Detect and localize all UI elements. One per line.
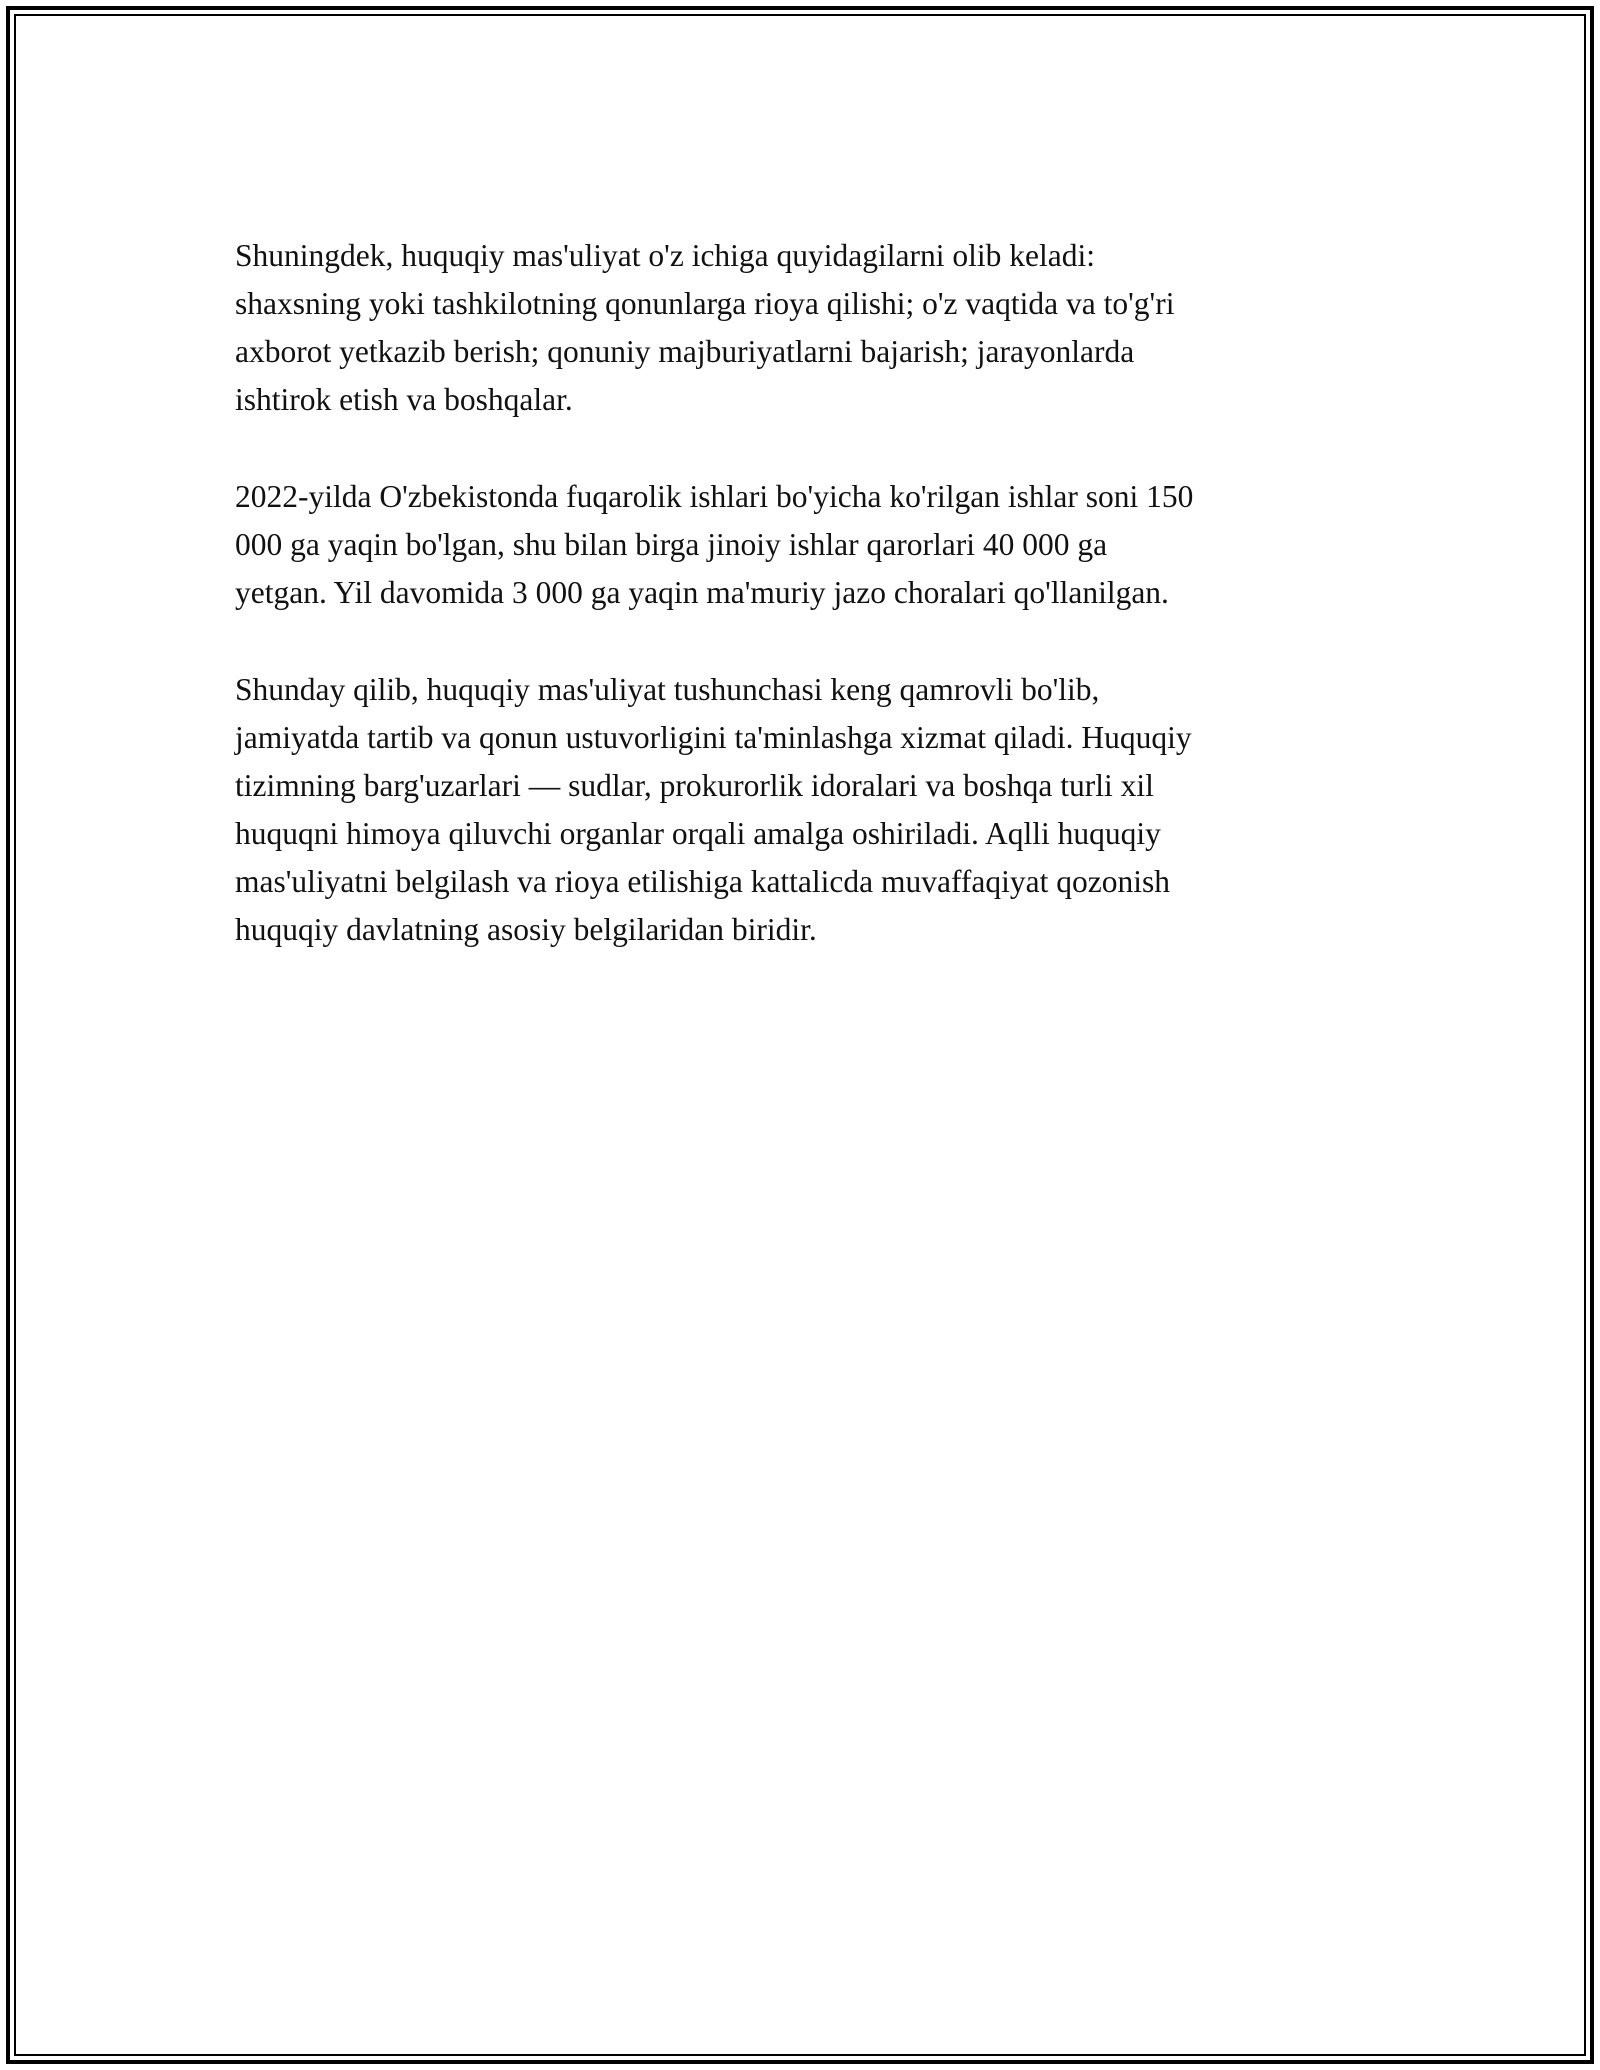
document-body <box>235 232 1375 1003</box>
paragraph-2022-statistics: 2022-yilda O'zbekistonda fuqarolik ishlari bo'yicha ko'rilgan ishlar soni 150 000 ga yaqin bo'lgan, shu bilan birga jinoiy ishlar qarorlari 40 000 ga yetgan. Yil davomida 3 000 ga yaqin ma'muriy jazo choralari qo'llanilgan. <box>235 479 1194 610</box>
paragraph-conclusion: Shunday qilib, huquqiy mas'uliyat tushunchasi keng qamrovli bo'lib, jamiyatda tartib va qonun ustuvorligini ta'minlashga xizmat qiladi. Huquqiy tizimning barg'uzarlari — sudlar, prokurorlik idoralari va boshqa turli xil huquqni himoya qiluvchi organlar orqali amalga oshiriladi. Aqlli huquqiy mas'uliyatni belgilash va rioya etilishiga kattalicda muvaffaqiyat qozonish huquqiy davlatning asosiy belgilaridan biridir. <box>235 672 1192 947</box>
paragraph-legal-responsibility-scope: Shuningdek, huquqiy mas'uliyat o'z ichiga quyidagilarni olib keladi: shaxsning yoki tashkilotning qonunlarga rioya qilishi; o'z vaqtida va to'g'ri axborot yetkazib berish; qonuniy majburiyatlarni bajarish; jarayonlarda ishtirok etish va boshqalar. <box>235 238 1175 417</box>
